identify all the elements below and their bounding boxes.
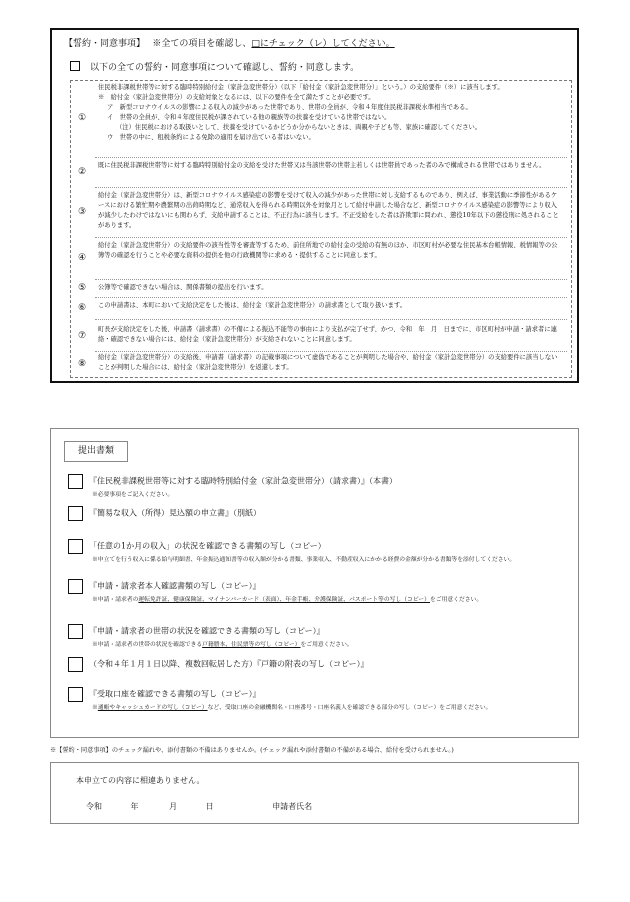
- document-note: [92, 641, 562, 650]
- pledge-item-number: ⑦: [77, 331, 87, 341]
- pledge-item: [71, 353, 567, 377]
- document-note-part: 運転免許証、健康保険証、マイナンバーカード（表面）、年金手帳、介護保険証、パスポート等の写し（コピー）: [138, 597, 430, 603]
- applicant-name-label: 申請者氏名: [272, 802, 313, 811]
- document-note: [92, 556, 562, 565]
- pledge-item: [71, 283, 567, 295]
- pledge-item-number: ⑤: [77, 283, 87, 293]
- year-label: 年: [130, 802, 139, 811]
- pledge-item-number: ⑥: [77, 303, 87, 313]
- pledge-item-divider: [95, 187, 567, 188]
- pledge-item-line: 給付金（家計急変世帯分）の支給要件の該当性等を審査等するため、前住所地での給付金の受給の有無のほか、市区町村が必要な住民基本台帳情報、税情報等の公簿等の確認を行うことや必要な資料の提供を他の行政機関等に求める・提供することに同意します。: [98, 242, 558, 259]
- pledge-item-number: ③: [77, 207, 87, 217]
- pledge-item-divider: [95, 351, 567, 352]
- pledge-item: [71, 325, 567, 349]
- pledge-item-number: ②: [77, 167, 87, 177]
- document-checkbox[interactable]: [68, 624, 83, 639]
- pledge-item-text: [98, 353, 563, 373]
- pledge-item-line: （注）住民税における取扱いとして、扶養を受けているかどうか分からないときは、両親や子ども等、家族に確認してください。: [116, 124, 482, 131]
- era-label: 令和: [86, 802, 102, 811]
- document-title: （令和４年１月１日以降、複数回転居した方）『戸籍の附表の写し（コピー）』: [89, 659, 369, 669]
- declaration-box: [50, 762, 579, 824]
- pledge-section: [50, 28, 579, 383]
- pledge-item: [71, 161, 567, 185]
- document-note-part: ※申請・請求者の世帯の状況を確認できる: [92, 642, 203, 648]
- document-title: 「任意の1か月の収入」の状況を確認できる書類の写し（コピー）: [89, 541, 326, 551]
- pledge-item: [71, 241, 567, 277]
- document-note-part: 通帳やキャッシュカードの写し（コピー）: [97, 705, 208, 711]
- pledge-item-line: 既に住民税非課税世帯等に対する臨時特別給付金の支給を受けた世帯又は当該世帯の世帯主若しくは世帯員であった者のみで構成される世帯ではありません。: [98, 162, 546, 169]
- pledge-item-divider: [95, 319, 567, 320]
- pledge-item-number: ①: [77, 113, 87, 123]
- pledge-item-line: イ 世帯の全員が、令和４年度住民税が課されている他の親族等の扶養を受けている世帯ではない。: [107, 114, 391, 121]
- pledge-item: [71, 191, 567, 235]
- document-checkbox[interactable]: [68, 657, 83, 672]
- document-item[interactable]: [68, 579, 261, 594]
- pledge-item-text: [98, 161, 563, 171]
- document-note: [92, 596, 562, 605]
- pledge-item-divider: [95, 237, 567, 238]
- document-note-part: をご用意ください。: [300, 642, 353, 648]
- document-title: 『受取口座を確認できる書類の写し（コピー）』: [89, 689, 261, 699]
- document-title: 『簡易な収入（所得）見込額の申立書』（別紙）: [89, 508, 261, 518]
- pledge-heading: 【誓約・同意事項】 ※全ての項目を確認し、□にチェック（レ）してください。: [64, 39, 395, 49]
- document-item[interactable]: [68, 474, 397, 489]
- pledge-item-number: ④: [77, 253, 87, 263]
- document-item[interactable]: [68, 657, 369, 672]
- pledge-item-line: 公簿等で確認できない場合は、関係書類の提出を行います。: [98, 284, 268, 291]
- document-note-part: ※申請・請求者の: [92, 597, 139, 603]
- documents-heading: 提出書類: [64, 441, 128, 462]
- pledge-item-line: この申請書は、本町において支給決定をした後は、給付金（家計急変世帯分）の請求書として取り扱います。: [98, 302, 407, 309]
- pledge-item-line: ※ 給付金（家計急変世帯分）の支給対象となるには、以下の要件を全て満たすことが必要です。: [98, 94, 375, 101]
- pledge-item-text: [98, 301, 563, 311]
- pledge-item-line: ウ 世帯の中に、租税条約による免除の適用を届け出ている者はいない。: [107, 134, 315, 141]
- document-note: [92, 704, 562, 713]
- agree-checkbox[interactable]: [70, 61, 80, 71]
- warning-note: ※【誓約・同意事項】のチェック漏れや、添付書類の不備はありませんか。(チェック漏れや添付書類の不備がある場合、給付を受けられません。): [50, 747, 454, 754]
- day-label: 日: [205, 802, 214, 811]
- document-checkbox[interactable]: [68, 687, 83, 702]
- pledge-item-line: 給付金（家計急変世帯分）の支給後、申請書（請求書）の記載事項について虚偽であることが判明した場合や、給付金（家計急変世帯分）の支給要件に該当しないことが判明した場合には、給付金（家計急変世帯分）を返還します。: [98, 354, 558, 371]
- document-checkbox[interactable]: [68, 579, 83, 594]
- date-row: [86, 801, 312, 812]
- pledge-item-divider: [95, 157, 567, 158]
- document-checkbox[interactable]: [68, 474, 83, 489]
- pledge-item-line: 住民税非課税世帯等に対する臨時特別給付金（家計急変世帯分）（以下「給付金（家計急変世帯分）」という。）の支給要件（※）に該当します。: [98, 84, 504, 91]
- document-item[interactable]: [68, 687, 261, 702]
- pledge-item-text: [98, 83, 563, 143]
- documents-section: [50, 428, 579, 738]
- pledge-item-text: [98, 283, 563, 293]
- pledge-item-text: [98, 191, 563, 231]
- document-note: [92, 491, 562, 500]
- agree-all-row[interactable]: [70, 60, 359, 73]
- document-checkbox[interactable]: [68, 539, 83, 554]
- document-note-part: をご用意ください。: [429, 597, 483, 603]
- document-note-part: など、受取口座の金融機関名・口座番号・口座名義人を確認できる部分の写し（コピー）をご用意ください。: [207, 705, 492, 711]
- pledge-item-text: [98, 241, 563, 261]
- document-note-part: ※: [92, 705, 98, 711]
- document-note-part: 戸籍謄本、住民票等の写し（コピー）: [202, 642, 301, 648]
- pledge-item-line: 給付金（家計急変世帯分）は、新型コロナウイルス感染症の影響を受けて収入の減少があった世帯に対し支給するものであり、例えば、事業活動に季節性があるケースにおける繁忙期や農繁期の出荷時期など、通常収入を得られる時期以外を対象月として給付申請した場合など、新型コロナウイルス感染症の影響等により収入が減少したわけではないにも関わらず、支給申請することは、不正行為に該当します。不正受給をした者は詐欺罪に問われ、懲役10年以下の懲役刑に処されることがあります。: [98, 192, 559, 229]
- month-label: 月: [169, 802, 178, 811]
- document-item[interactable]: [68, 506, 261, 521]
- pledge-items-box: [70, 80, 572, 378]
- document-title: 『申請・請求者本人確認書類の写し（コピー）』: [89, 581, 261, 591]
- document-item[interactable]: [68, 624, 325, 639]
- agree-label: 以下の全ての誓約・同意事項について確認し、誓約・同意します。: [90, 63, 360, 73]
- pledge-item-number: ⑧: [77, 359, 87, 369]
- document-item[interactable]: [68, 539, 326, 554]
- document-title: 『申請・請求者の世帯の状況を確認できる書類の写し（コピー）』: [89, 626, 325, 636]
- pledge-item: [71, 83, 567, 155]
- document-note-part: ※申立てを行う収入に係る給与明細書、年金振込通知書等の収入額が分かる書類、事業収入、不動産収入にかかる経費の金額が分かる書類等を添付してください。: [92, 557, 516, 563]
- pledge-item-divider: [95, 297, 567, 298]
- pledge-item-line: 町長が支給決定をした後、申請書（請求書）の不備による振込不能等の事由により支払が完了せず、かつ、令和 年 月 日までに、市区町村が申請・請求者に連絡・確認できない場合には、給付金（家計急変世帯分）が支給されないことに同意します。: [98, 326, 557, 343]
- pledge-item-line: ア 新型コロナウイルスの影響による収入の減少があった世帯であり、世帯の全員が、令和４年度住民税非課税水準相当である。: [107, 104, 472, 111]
- pledge-item-divider: [95, 279, 567, 280]
- pledge-item: [71, 301, 567, 317]
- declaration-text: 本申立ての内容に相違ありません。: [76, 776, 205, 785]
- document-note-part: ※必要事項をご記入ください。: [92, 492, 174, 498]
- pledge-item-text: [98, 325, 563, 345]
- document-checkbox[interactable]: [68, 506, 83, 521]
- document-title: 『住民税非課税世帯等に対する臨時特別給付金（家計急変世帯分）（請求書）』（本書）: [89, 476, 397, 486]
